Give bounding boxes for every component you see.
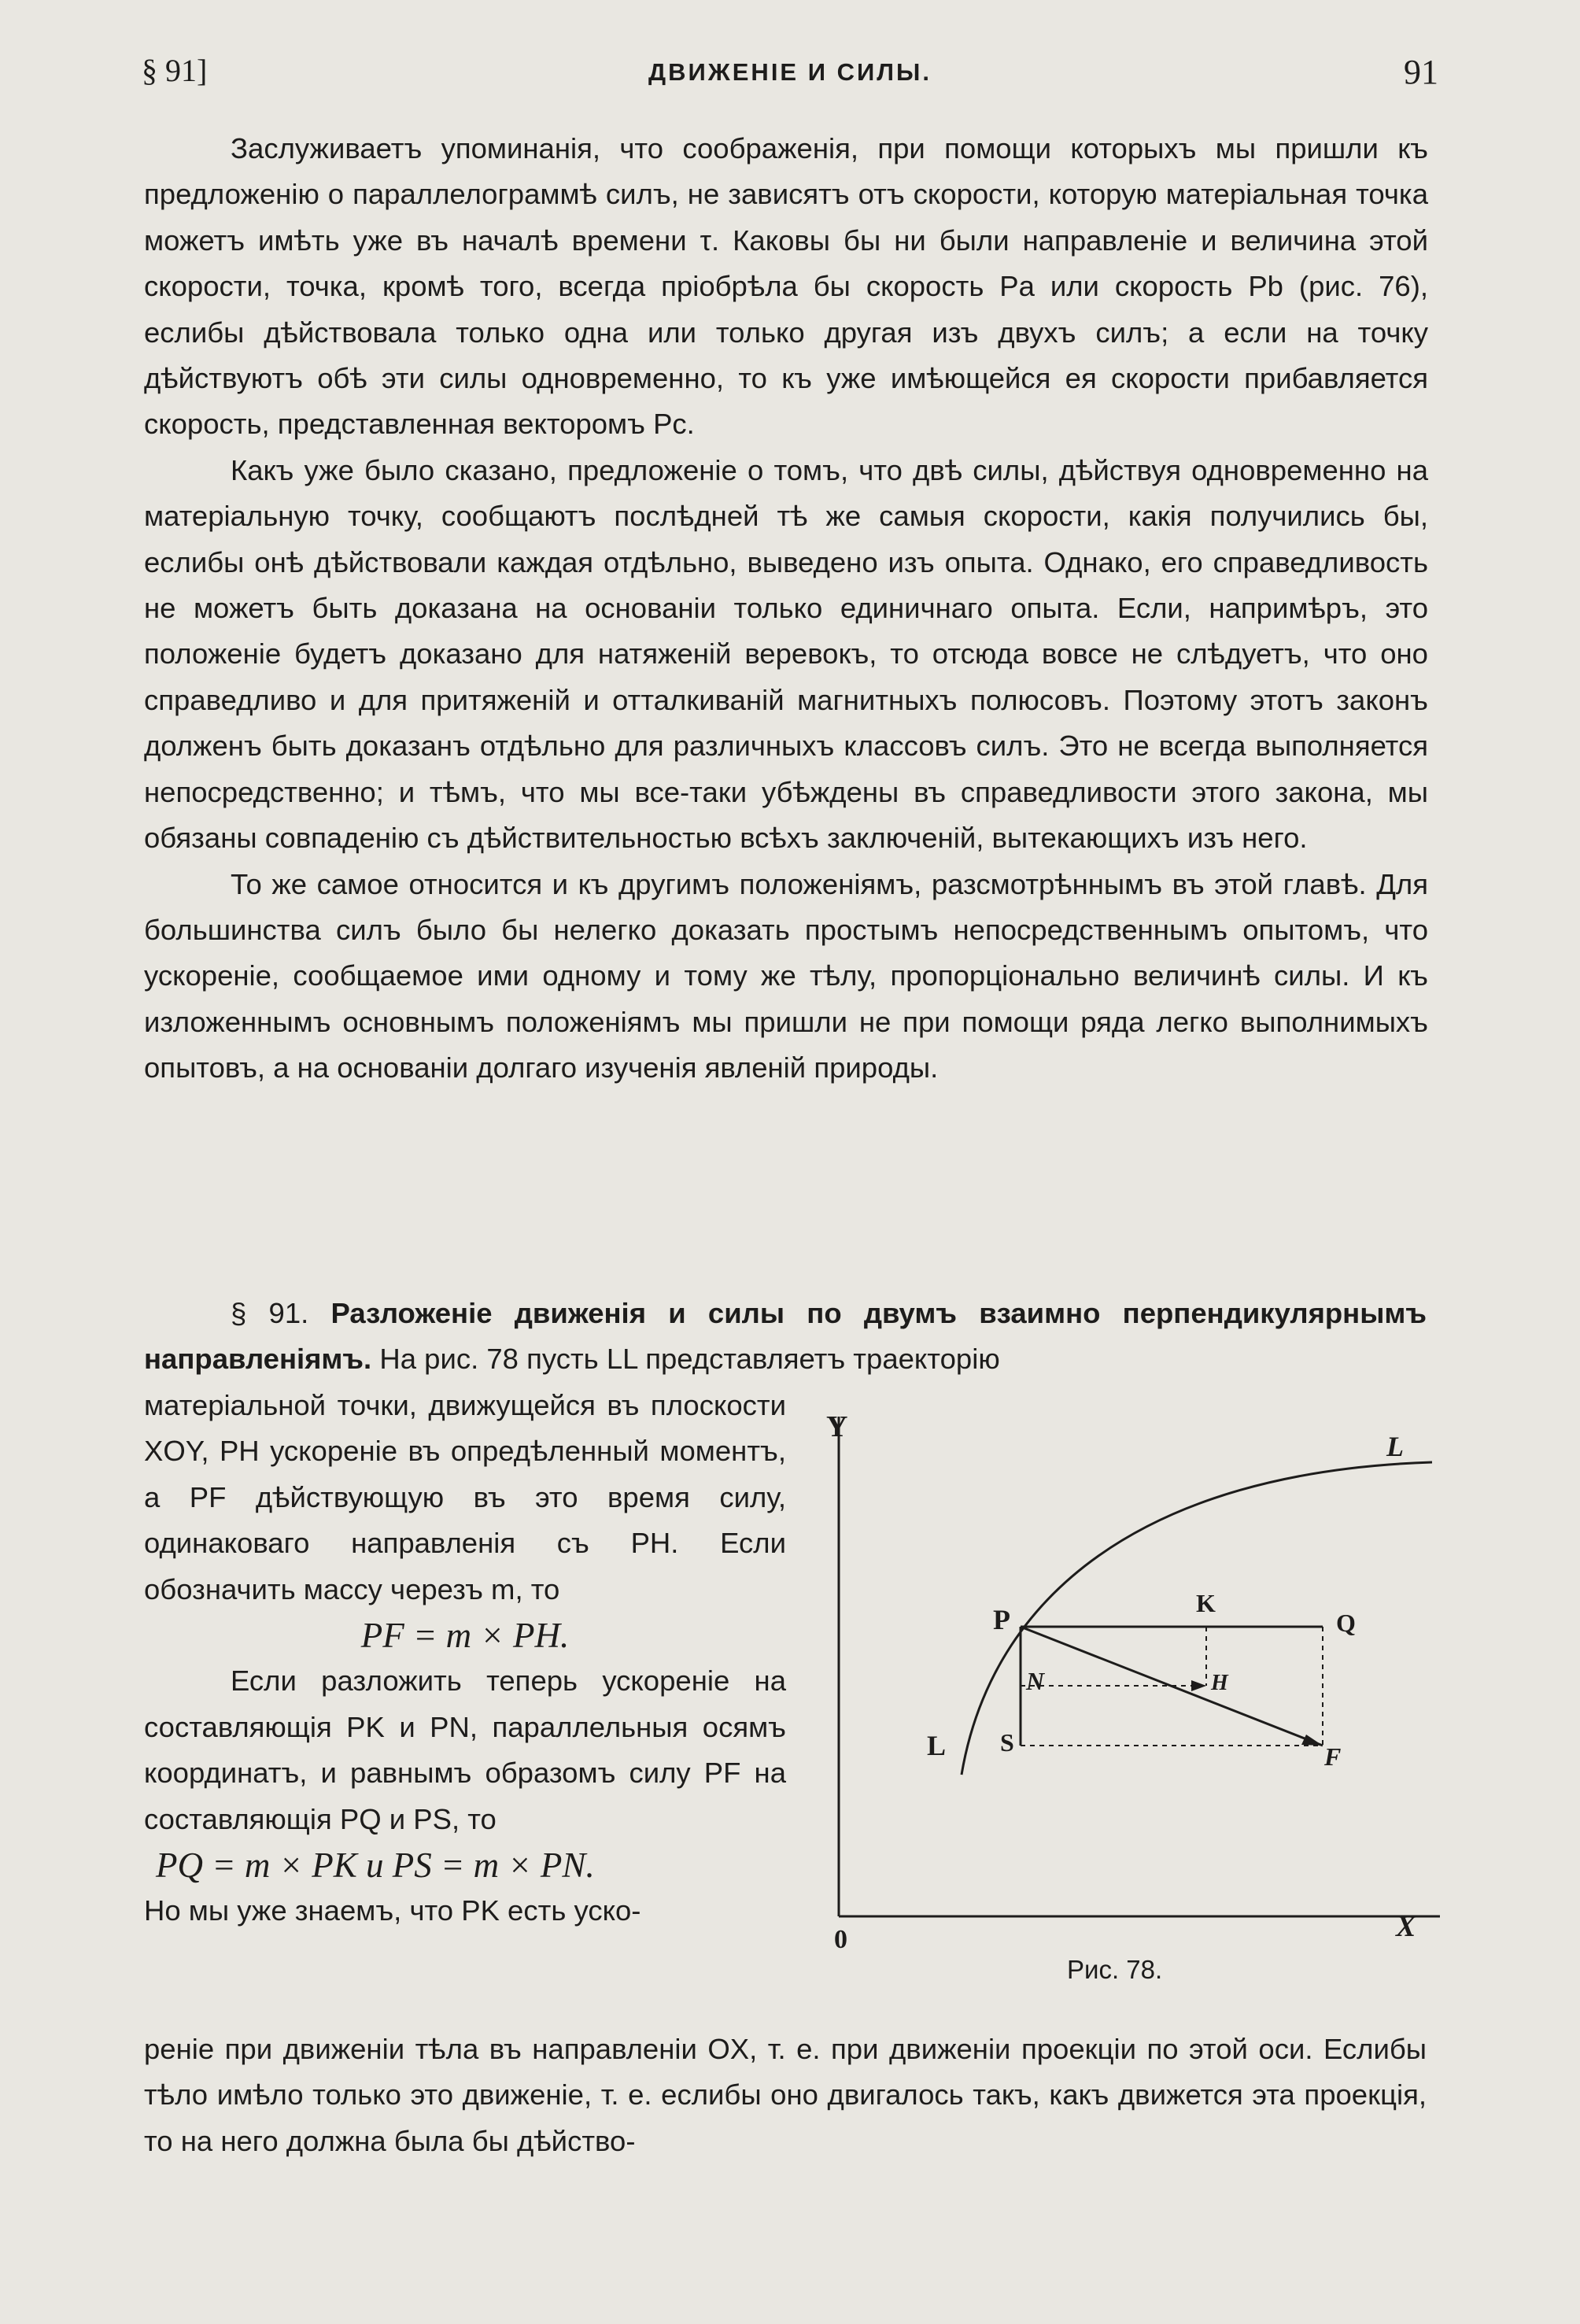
paragraph: Заслуживаетъ упоминанія, что соображенія, при помощи которыхъ мы пришли къ предложенію о параллелограммѣ силъ, не зависятъ отъ скорости, которую матеріальная точка можетъ имѣть уже въ началѣ времени τ. Каковы бы ни были направленіе и величина этой скорости, точка, кромѣ того, всегда пріобрѣла бы скорость Pa или скорость Pb (рис. 76), еслибы дѣйствовала только одна или только другая изъ двухъ силъ; а если на точку дѣйствуютъ обѣ эти силы одновременно, то къ уже имѣющейся ея скорости прибавляется скорость, представленная векторомъ Pc. [144, 132, 1428, 441]
section-number: § 91. [231, 1297, 309, 1329]
paragraph: То же самое относится и къ другимъ положеніямъ, разсмотрѣннымъ въ этой главѣ. Для большинства силъ было бы нелегко доказать простымъ непосредственнымъ опытомъ, что ускореніе, сообщаемое ими одному и тому же тѣлу, пропорціонально величинѣ силы. И къ изложеннымъ основнымъ положеніямъ мы пришли не при помощи ряда легко выполнимыхъ опытовъ, а на основаніи долгаго изученія явленій природы. [144, 867, 1428, 1084]
label-l-left: L [927, 1730, 947, 1761]
label-s: S [1000, 1728, 1014, 1757]
section-heading-block [144, 1291, 1427, 1383]
label-o: 0 [834, 1925, 847, 1954]
header-section: § 91] [142, 53, 208, 88]
label-y: Y [826, 1410, 848, 1443]
label-k: K [1196, 1589, 1216, 1617]
figure-caption: Рис. 78. [1067, 1955, 1163, 1984]
figure-78 [810, 1401, 1448, 1983]
label-f: F [1324, 1742, 1342, 1771]
label-q: Q [1336, 1609, 1356, 1637]
label-h: H [1211, 1671, 1228, 1695]
formula-pq-ps: PQ = m × PK и PS = m × PN. [156, 1846, 595, 1886]
section-intro: На рис. 78 пусть LL представляетъ траекторію [379, 1343, 1000, 1376]
arrowhead-h [1191, 1680, 1206, 1691]
trajectory-curve [962, 1462, 1432, 1775]
label-n: N [1026, 1667, 1045, 1695]
paragraph: матеріальной точки, движущейся въ плоскости XOY, PH ускореніе въ опредѣленный моментъ, а PF дѣйствующую въ это время силу, одинаковаго направленія съ PH. Если обозначить массу черезъ m, то [144, 1389, 786, 1605]
header-title: ДВИЖЕНІЕ И СИЛЫ. [648, 58, 932, 86]
wrapped-text [144, 1383, 786, 1934]
paragraph: Какъ уже было сказано, предложеніе о томъ, что двѣ силы, дѣйствуя одновременно на матеріальную точку, сообщаютъ послѣдней тѣ же самыя скорости, какія получились бы, еслибы онѣ дѣйствовали каждая отдѣльно, выведено изъ опыта. Однако, его справедливость не можетъ быть доказана на основаніи только единичнаго опыта. Если, напримѣръ, это положеніе будетъ доказано для натяженій веревокъ, то отсюда вовсе не слѣдуетъ, что оно справедливо и для притяженій и отталкиваній магнитныхъ полюсовъ. Поэтому этотъ законъ долженъ быть доказанъ отдѣльно для различныхъ классовъ силъ. Это не всегда выполняется непосредственно; и тѣмъ, что мы все-таки убѣждены въ справедливости этого закона, мы обязаны совпаденію съ дѣйствительностью всѣхъ заключеній, вытекающихъ изъ него. [144, 453, 1428, 855]
page-number: 91 [1404, 53, 1438, 91]
paragraph: реніе при движеніи тѣла въ направленіи OX, т. е. при движеніи проекціи по этой оси. Еслибы тѣло имѣло только это движеніе, т. е. еслибы оно двигалось такъ, какъ движется эта проекція, то на него должна была бы дѣйство- [144, 2033, 1427, 2157]
label-x: X [1396, 1910, 1416, 1943]
label-p: P [993, 1604, 1010, 1635]
paragraph: Но мы уже знаемъ, что PK есть уско- [144, 1894, 641, 1927]
paragraph: Если разложить теперь ускореніе на составляющія PK и PN, параллельныя осямъ координатъ, и равнымъ образомъ силу PF на составляющія PQ и PS, то [144, 1664, 786, 1835]
section-title: Разложеніе движенія и силы по двумъ взаимно перпендикулярнымъ направленіямъ. [144, 1297, 1427, 1376]
arrowhead-f [1301, 1735, 1323, 1746]
running-header [142, 52, 1438, 99]
body-text-top [144, 126, 1428, 1092]
section-heading-paragraph [144, 1291, 1427, 1383]
body-text-bottom [144, 2027, 1427, 2164]
label-l-top: L [1386, 1431, 1404, 1462]
formula-pf: PF = m × PH. [360, 1616, 570, 1656]
